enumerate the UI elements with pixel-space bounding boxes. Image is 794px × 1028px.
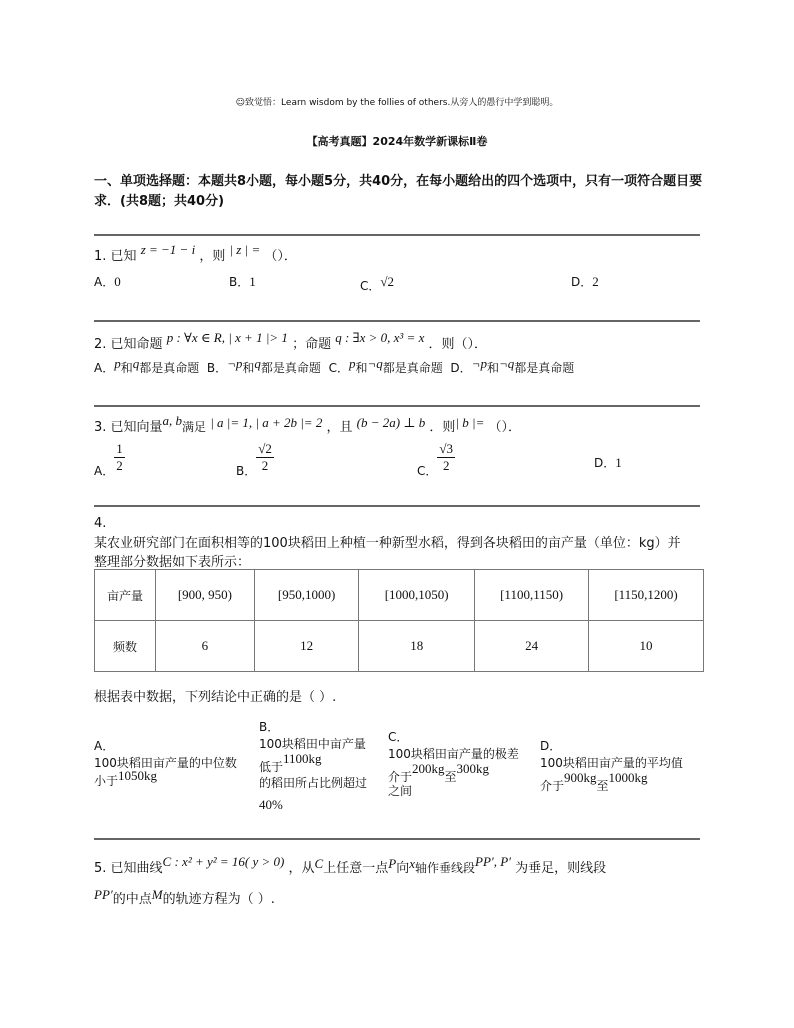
q4-b-line3: 的稻田所占比例超过 [259,776,368,790]
question-3 [94,413,522,435]
q1-c-value: √2 [380,274,395,289]
q5-lead: 5. 已知曲线 [94,861,163,876]
q1-lead: 1. 已知 [94,249,137,264]
q1-expr2: | z | = [229,242,261,257]
q4-d-mid: 至 [596,779,609,793]
q3-cond: | a |= 1, | a + 2b |= 2 [210,415,323,430]
q1-option-b[interactable] [229,273,256,290]
q2-d-a: ¬p [471,356,487,371]
q3-a-num: 1 [116,441,123,456]
page-title: 【高考真题】2024年数学新课标Ⅱ卷 [306,135,488,148]
q4-b-line2: 低于 [259,760,284,774]
q3-mid2: ，且 [326,420,353,435]
q1-c-label: C． [360,279,381,293]
q2-a-b: q [132,356,140,371]
q1-d-value: 2 [592,274,599,289]
q2-options [94,356,575,376]
q5-t5: 为垂足，则线段 [515,861,607,876]
q4-a-line1: 100块稻田亩产量的中位数 [94,756,237,770]
q1-tail: （）． [264,249,297,264]
q4-number: 4. [94,516,107,531]
q3-b-label: B． [236,464,257,478]
q4-option-a[interactable] [94,738,237,790]
q5-t7: 的轨迹方程为（ ）. [162,892,275,907]
q2-a-a: p [114,356,121,371]
q4-d-num1: 900kg [564,770,597,785]
q3-option-a[interactable] [94,441,125,478]
q4-question: 根据表中数据，下列结论中正确的是（ ）. [94,690,337,705]
q3-c-label: C． [417,464,438,478]
q3-b-num: √2 [258,441,272,456]
q4-a-line2: 小于 [94,774,119,788]
q3-option-c[interactable] [417,441,455,478]
table-cell: [900, 950) [156,570,255,621]
q2-b-conj: 和 [242,361,255,375]
q3-d-value: 1 [615,455,622,470]
q1-a-value: 0 [114,274,121,289]
q3-vars: a, b [162,413,183,428]
q1-a-label: A． [94,275,115,289]
table-row [95,621,704,672]
q5-t2: 上任意一点 [323,861,389,876]
q5-x: x [409,856,415,871]
q3-option-b[interactable] [236,441,274,478]
q3-lead: 3. 已知向量 [94,420,163,435]
q2-b-b: q [254,356,261,371]
q2-option-d[interactable] [450,356,575,375]
divider [94,405,700,407]
table-cell: [1100,1150) [475,570,589,621]
q2-expr-q: q : ∃x > 0, x³ = x [335,330,425,345]
q2-d-label: D． [450,361,472,375]
q5-t1: ，从 [288,861,315,876]
table-row [95,570,704,621]
question-5-line1 [94,854,607,876]
q1-option-c[interactable] [360,273,395,293]
q2-c-conj: 和 [355,361,368,375]
divider [94,234,700,236]
q4-option-b[interactable] [259,719,367,813]
q5-expr: C : x² + y² = 16( y > 0) [162,854,285,869]
q3-tail: （）． [488,420,522,435]
q4-a-num: 1050kg [118,768,158,783]
q3-c-fraction [437,441,455,474]
q2-option-a[interactable] [94,356,200,375]
q1-mid: ，则 [199,249,226,264]
q2-d-b: ¬q [498,356,515,371]
q2-c-b: ¬q [367,356,383,371]
motto: ☺致觉悟：Learn wisdom by the follies of others.从旁人的愚行中学到聪明。 [235,98,559,108]
q5-p: P [388,856,397,871]
q3-expr: | b |= [455,415,485,430]
frequency-table [94,569,704,672]
table-cell: 24 [475,621,589,672]
q3-c-num: √3 [439,441,454,456]
q2-b-a: ¬p [227,356,243,371]
q4-option-d[interactable] [540,738,683,793]
question-2 [94,330,488,352]
q1-d-label: D． [571,275,593,289]
divider [94,320,700,322]
q4-b-num: 1100kg [283,751,322,766]
q2-a-conj: 和 [120,361,133,375]
q4-c-line1: 100块稻田亩产量的极差 [388,747,519,761]
q4-option-c[interactable] [388,729,519,800]
q2-c-a: p [348,356,356,371]
table-cell: [950,1000) [254,570,358,621]
q1-expr: z = −1 − i [140,242,196,257]
q4-text-line2: 整理部分数据如下表所示： [94,555,251,570]
q3-option-d[interactable] [594,454,622,471]
q4-b-label: B． [259,720,280,734]
q2-lead: 2. 已知命题 [94,337,163,352]
q2-tail: ．则（）． [428,337,488,352]
table-cell: 18 [359,621,475,672]
q2-d-conj: 和 [486,361,499,375]
q3-a-fraction [114,441,125,474]
q4-b-line1: 100块稻田中亩产量 [259,737,366,751]
question-1 [94,242,297,264]
q5-pp: PP′, P′ [475,854,512,869]
table-cell: 12 [254,621,358,672]
question-5-line2 [94,888,275,907]
table-cell: 6 [156,621,255,672]
q3-mid1: 满足 [182,420,207,434]
q3-a-den: 2 [116,458,123,473]
table-cell: 10 [589,621,704,672]
table-cell: [1150,1200) [589,570,704,621]
q1-option-a[interactable] [94,273,121,290]
q5-pp2: PP′ [94,887,113,902]
q3-a-label: A． [94,464,115,478]
q2-a-rest: 都是真命题 [139,361,200,375]
q4-b-line4: 40% [259,797,283,812]
q4-d-line2: 介于 [540,779,565,793]
q4-c-line3: 之间 [388,784,413,798]
q4-c-label: C． [388,730,409,744]
table-row-header: 频数 [95,621,156,672]
q2-b-label: B． [206,361,228,375]
divider [94,505,700,507]
q4-text-line1: 某农业研究部门在面积相等的100块稻田上种植一种新型水稻，得到各块稻田的亩产量（单位：kg）并 [94,536,681,551]
q4-d-label: D． [540,739,562,753]
q2-c-label: C． [328,361,349,375]
q4-c-num1: 200kg [412,761,445,776]
q2-option-b[interactable] [206,356,321,375]
table-cell: [1000,1050) [359,570,475,621]
q5-t3: 向 [396,861,410,876]
table-row-header: 亩产量 [95,570,156,621]
q2-b-rest: 都是真命题 [260,361,321,375]
q3-b-den: 2 [261,458,269,473]
divider [94,838,700,840]
q4-a-label: A． [94,739,115,753]
q4-d-num2: 1000kg [608,770,648,785]
q1-option-d[interactable] [571,273,599,290]
q2-d-rest: 都是真命题 [514,361,575,375]
q5-t4: 轴作垂线段 [414,861,475,875]
q2-option-c[interactable] [328,356,443,375]
q2-a-label: A． [94,361,115,375]
q5-m: M [151,887,163,902]
q3-perp: (b − 2a) ⊥ b [356,415,426,430]
q1-b-value: 1 [249,274,256,289]
q3-mid3: ．则 [429,420,456,435]
q3-b-fraction [256,441,274,474]
q4-c-mid: 至 [444,770,457,784]
q4-c-line2: 介于 [388,770,413,784]
q2-mid: ；命题 [292,337,332,352]
q2-expr-p: p : ∀x ∈ R, | x + 1 |> 1 [166,330,288,345]
q5-c: C [314,856,324,871]
q2-c-rest: 都是真命题 [382,361,443,375]
q4-c-num2: 300kg [456,761,490,776]
q3-c-den: 2 [442,458,450,473]
q1-b-label: B． [229,275,250,289]
section-heading: 一、单项选择题：本题共8小题，每小题5分，共40分，在每小题给出的四个选项中，只有一项符合题目要求．(共8题；共40分) [94,174,703,209]
q4-d-line1: 100块稻田亩产量的平均值 [540,756,683,770]
q5-t6: 的中点 [112,892,152,907]
q3-d-label: D． [594,456,616,470]
